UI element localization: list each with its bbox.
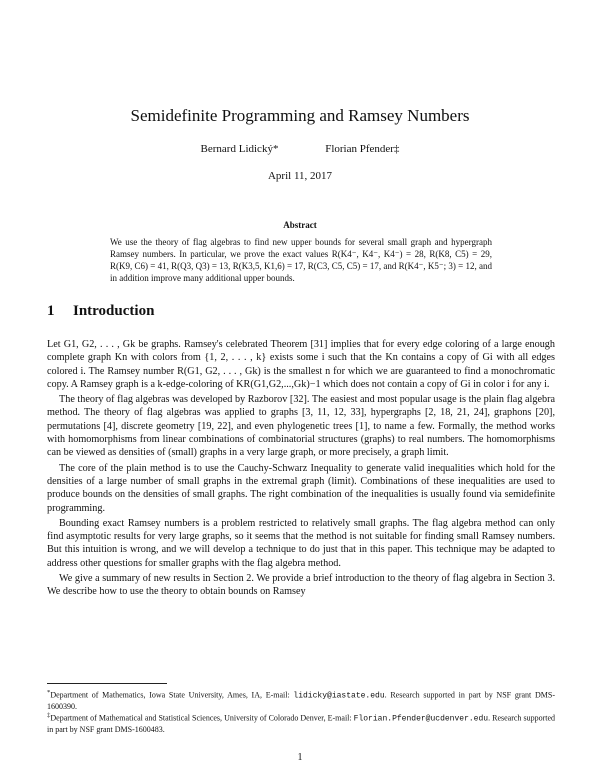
footnote-email[interactable]: Florian.Pfender@ucdenver.edu: [353, 714, 489, 724]
paragraph: We give a summary of new results in Section 2. We provide a brief introduction to the theory of flag algebra in Section 3. We describe how to use the theory to obtain bounds on Ramsey: [47, 573, 555, 598]
section-title: Introduction: [73, 303, 155, 319]
footnote-text: Department of Mathematical and Statistical Sciences, University of Colorado Denver, E-mail:: [50, 713, 354, 723]
footnote-2: [47, 711, 555, 736]
author-list: [0, 143, 600, 155]
paragraph: Let G1, G2, . . . , Gk be graphs. Ramsey's celebrated Theorem [31] implies that for every edge coloring of a large enough complete graph Kn with colors from {1, 2, . . . , k} exists some i such that the Kn contains a copy of Gi with all edges colored i. The Ramsey number R(G1, G2, . . . , Gk) is the smallest n for which we are guaranteed to find a monochromatic copy. A Ramsey graph is a k-edge-coloring of KR(G1,G2,...,Gk)−1 which does not contain a copy of Gi in color i for any i.: [47, 339, 555, 390]
footnote-1: [47, 688, 555, 713]
footnote-text: . Research supported in part by NSF grant DMS-1600483.: [47, 713, 556, 735]
body-text: [47, 338, 555, 601]
section-number: 1: [47, 303, 55, 319]
footnote-text: . Research supported in part by NSF grant DMS-1600390.: [47, 690, 555, 712]
author-1: Bernard Lidický*: [200, 143, 279, 155]
section-heading: [47, 303, 154, 320]
page-number: 1: [297, 752, 303, 763]
footnote-email[interactable]: lidicky@iastate.edu: [293, 691, 385, 701]
footnote-mark: *: [47, 689, 51, 696]
abstract-heading: Abstract: [283, 220, 317, 230]
footnote-rule: [47, 683, 167, 684]
paragraph: The core of the plain method is to use the Cauchy-Schwarz Inequality to generate valid inequalities which hold for the densities of a large number of small graphs in the extremal graph (limit). Combinations of these inequalities are used to produce bounds on the densities of small graphs. The right combination of the inequalities is usually found via semidefinite programming.: [47, 462, 555, 514]
paper-title: Semidefinite Programming and Ramsey Numbers: [130, 106, 470, 125]
paragraph: The theory of flag algebras was developed by Razborov [32]. The easiest and most popular usage is the plain flag algebra method. The theory of flag algebras was applied to graphs [3, 11, 12, 33], hypergraphs [2, 18, 21, 24], graphons [20], permutations [4], discrete geometry [19, 22], and even phylogenetic trees [1], to name a few. Formally, the method works with homomorphisms from linear combinations of combinatorial structures (graphs) to real numbers. The homomorphisms can be viewed as densities of (small) graphs in a very large graph, or more precisely, a graph limit.: [47, 394, 555, 459]
paper-date: April 11, 2017: [267, 170, 333, 182]
paragraph: Bounding exact Ramsey numbers is a problem restricted to relatively small graphs. The flag algebra method can only find asymptotic results for very large graphs, so it seems that the method is not suitable for finding small Ramsey numbers. But this intuition is wrong, and we will develop a technique to do just that in this paper. This technique may be adapted to address other questions for smaller graphs with the flag algebra method.: [47, 517, 555, 569]
author-2: Florian Pfender‡: [325, 143, 400, 155]
footnote-text: Department of Mathematics, Iowa State University, Ames, IA, E-mail:: [50, 690, 294, 700]
abstract-text: We use the theory of flag algebras to find new upper bounds for several small graph and hypergraph Ramsey numbers. In particular, we prove the exact values R(K4⁻, K4⁻, K4⁻) = 28, R(K8, C5) = 29, R(K9, C6) = 41, R(Q3, Q3) = 13, R(K3,5, K1,6) = 17, R(C3, C5, C5) = 17, and R(K4⁻, K5⁻; 3) = 12, and in addition improve many additional upper bounds.: [110, 237, 492, 283]
footnote-mark: ‡: [47, 712, 51, 719]
